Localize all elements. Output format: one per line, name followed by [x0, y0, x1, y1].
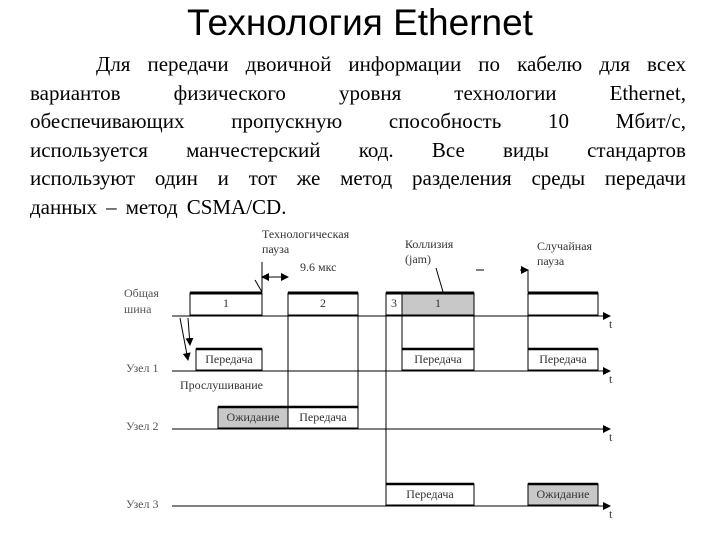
node2-transmit-label: Передача	[299, 410, 347, 424]
bus-frame-1-label: 1	[223, 296, 229, 310]
paragraph-word: передачи	[604, 166, 686, 190]
paragraph-word: Ethernet,	[609, 80, 686, 105]
paragraph-word: для	[599, 52, 631, 76]
node3-time-label: t	[609, 507, 613, 521]
paragraph-word: разделения	[412, 166, 512, 190]
paragraph-word: кабелю	[517, 52, 583, 76]
paragraph-word: стандартов	[587, 137, 686, 162]
tech-pause-tick	[255, 280, 262, 292]
paragraph-word: двоичной	[245, 52, 332, 76]
paragraph-word: способность	[388, 109, 502, 133]
paragraph-word: передачи	[147, 52, 229, 76]
listening-arrow-2	[188, 318, 190, 345]
paragraph-word: среды	[531, 166, 586, 190]
page-title: Технология Ethernet	[187, 2, 533, 43]
paragraph-word: манчестерский	[186, 137, 321, 162]
random-pause-label-2: пауза	[537, 254, 565, 268]
paragraph-word: Мбит/с,	[615, 109, 686, 133]
paragraph-word: виды	[502, 137, 549, 162]
node1-block-3-label: Передача	[539, 352, 587, 366]
node1-label: Узел 1	[126, 361, 159, 375]
paragraph-word: CSMA/CD.	[186, 194, 287, 219]
paragraph-word: вариантов	[30, 80, 121, 105]
listening-label: Прослушивание	[180, 378, 263, 392]
paragraph-word: тот	[248, 166, 277, 190]
paragraph-word: же	[296, 166, 321, 190]
paragraph-word: код.	[358, 137, 394, 162]
bus-frame-5	[528, 293, 598, 315]
paragraph-word: Все	[431, 137, 465, 162]
bus-jam-frame-label: 1	[435, 296, 441, 310]
paragraph-word: технологии	[454, 80, 557, 105]
paragraph-word: используют	[30, 166, 136, 190]
paragraph-word: и	[217, 166, 229, 190]
paragraph-word: один	[154, 166, 198, 190]
collision-label-2: (jam)	[405, 252, 431, 266]
node3-transmit-label: Передача	[406, 487, 454, 501]
bus-frame-3-label: 3	[391, 296, 397, 310]
random-pause-label-1: Случайная	[537, 239, 593, 253]
node1-block-2-label: Передача	[414, 352, 462, 366]
bus-label-1: Общая	[124, 286, 159, 300]
bus-label-2: шина	[124, 302, 152, 316]
node2-label: Узел 2	[126, 419, 159, 433]
paragraph-word: метод	[125, 194, 178, 219]
paragraph-word: по	[478, 52, 501, 76]
paragraph-word: 10	[548, 109, 570, 133]
paragraph-word: используется	[30, 137, 148, 162]
node1-time-label: t	[609, 372, 613, 386]
paragraph-word: информации	[348, 52, 462, 76]
node3-wait-label: Ожидание	[536, 487, 590, 501]
paragraph-word: пропускную	[231, 109, 343, 133]
paragraph-word: физического	[173, 80, 286, 105]
paragraph-word: Для	[96, 52, 131, 76]
tech-pause-label-1: Технологическая	[262, 227, 350, 241]
collision-label-1: Коллизия	[405, 237, 454, 251]
paragraph-word: уровня	[338, 80, 402, 105]
node1-block-1-label: Передача	[205, 352, 253, 366]
paragraph-word: обеспечивающих	[30, 109, 185, 133]
paragraph-word: метод	[340, 166, 393, 190]
paragraph-word: данных	[30, 194, 98, 219]
listening-arrow-1	[180, 318, 188, 360]
node2-wait-label: Ожидание	[226, 410, 280, 424]
gap-duration-label: 9.6 мкс	[300, 260, 337, 274]
node3-label: Узел 3	[126, 497, 159, 511]
bus-time-label: t	[609, 317, 613, 331]
paragraph-word: всех	[647, 52, 686, 76]
tech-pause-label-2: пауза	[262, 242, 290, 256]
paragraph-word: –	[106, 194, 117, 219]
bus-frame-2-label: 2	[320, 296, 326, 310]
node2-time-label: t	[609, 430, 613, 444]
